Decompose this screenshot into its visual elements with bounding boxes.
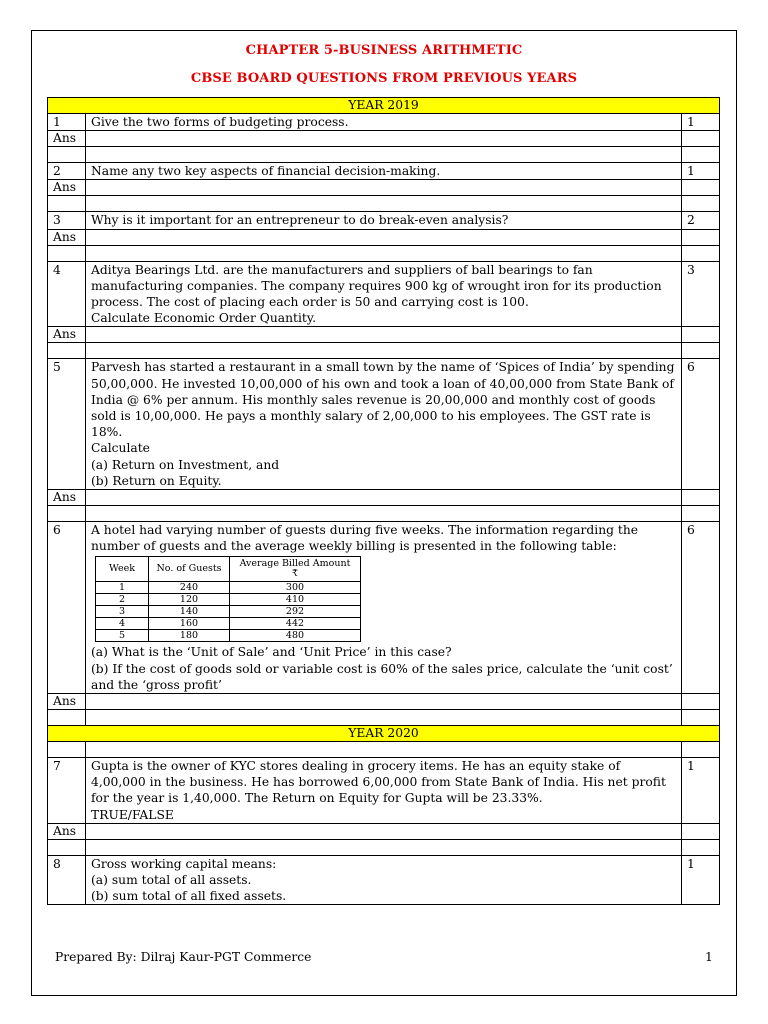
cell-amount: 480 xyxy=(230,630,361,642)
table-row xyxy=(96,630,361,642)
question-text xyxy=(86,522,682,694)
question-instruction: Calculate xyxy=(91,441,150,456)
question-row xyxy=(48,522,720,694)
guest-billing-table xyxy=(95,556,361,642)
cell-guests: 120 xyxy=(149,594,230,606)
question-text: Why is it important for an entrepreneur to do break-even analysis? xyxy=(86,212,682,229)
answer-cell[interactable] xyxy=(86,180,682,196)
question-body: Aditya Bearings Ltd. are the manufacturers and suppliers of ball bearings to fan manufacturing companies. The company requires 900 kg of wrought iron for its production process. The cost of placing each order is 50 and carrying cost is 100. xyxy=(91,262,662,310)
cell-guests: 140 xyxy=(149,606,230,618)
cell-week: 4 xyxy=(96,618,149,630)
question-marks: 1 xyxy=(681,163,719,180)
question-instruction: Calculate Economic Order Quantity. xyxy=(91,311,317,326)
question-number: 6 xyxy=(48,522,86,694)
answer-row xyxy=(48,694,720,710)
question-row xyxy=(48,758,720,824)
sub-question-b: (b) If the cost of goods sold or variable cost is 60% of the sales price, calculate the ‘unit cost’ and the ‘gross profit’ xyxy=(91,661,673,692)
sub-question-b: (b) Return on Equity. xyxy=(91,473,222,488)
answer-cell[interactable] xyxy=(86,490,682,506)
question-row xyxy=(48,261,720,327)
table-header-row xyxy=(96,557,361,582)
question-text xyxy=(86,758,682,824)
question-number: 7 xyxy=(48,758,86,824)
answer-cell[interactable] xyxy=(86,823,682,839)
cell-guests: 160 xyxy=(149,618,230,630)
option-a: (a) sum total of all assets. xyxy=(91,873,252,888)
question-marks: 1 xyxy=(681,114,719,131)
ans-label: Ans xyxy=(48,327,86,343)
section-header-2019 xyxy=(48,98,720,114)
ans-label: Ans xyxy=(48,490,86,506)
cell-week: 5 xyxy=(96,630,149,642)
amount-header-label: Average Billed Amount xyxy=(239,558,351,570)
cell-amount: 292 xyxy=(230,606,361,618)
ans-label: Ans xyxy=(48,694,86,710)
table-row xyxy=(96,594,361,606)
footer-prepared-by: Prepared By: Dilraj Kaur-PGT Commerce xyxy=(55,950,312,964)
answer-cell[interactable] xyxy=(86,229,682,245)
col-header-guests: No. of Guests xyxy=(149,557,230,582)
ans-label: Ans xyxy=(48,180,86,196)
answer-cell[interactable] xyxy=(86,327,682,343)
question-marks: 1 xyxy=(681,758,719,824)
question-marks: 6 xyxy=(681,359,719,490)
answer-cell[interactable] xyxy=(86,131,682,147)
question-marks: 6 xyxy=(681,522,719,694)
page-subtitle: CBSE BOARD QUESTIONS FROM PREVIOUS YEARS xyxy=(190,71,578,86)
answer-options: TRUE/FALSE xyxy=(91,807,174,822)
ans-label: Ans xyxy=(48,229,86,245)
question-body: A hotel had varying number of guests during five weeks. The information regarding the number of guests and the average weekly billing is presented in the following table: xyxy=(91,523,639,554)
answer-cell[interactable] xyxy=(86,694,682,710)
question-row xyxy=(48,212,720,229)
question-row xyxy=(48,114,720,131)
ans-label: Ans xyxy=(48,131,86,147)
answer-row xyxy=(48,823,720,839)
answer-row xyxy=(48,180,720,196)
col-header-amount xyxy=(230,557,361,582)
answer-row xyxy=(48,490,720,506)
question-number: 3 xyxy=(48,212,86,229)
question-body: Gross working capital means: xyxy=(91,856,277,871)
question-row xyxy=(48,359,720,490)
cell-amount: 300 xyxy=(230,582,361,594)
rupee-symbol: ₹ xyxy=(291,568,299,580)
question-marks: 1 xyxy=(681,855,719,905)
cell-week: 3 xyxy=(96,606,149,618)
question-number: 4 xyxy=(48,261,86,327)
question-text xyxy=(86,359,682,490)
page-number: 1 xyxy=(705,950,713,964)
question-text xyxy=(86,855,682,905)
chapter-title: CHAPTER 5-BUSINESS ARITHMETIC xyxy=(245,43,523,58)
question-text xyxy=(86,261,682,327)
table-row xyxy=(96,582,361,594)
question-number: 5 xyxy=(48,359,86,490)
question-text: Name any two key aspects of financial decision-making. xyxy=(86,163,682,180)
sub-question-a: (a) What is the ‘Unit of Sale’ and ‘Unit Price’ in this case? xyxy=(91,645,452,660)
question-body: Parvesh has started a restaurant in a small town by the name of ‘Spices of India’ by spending 50,00,000. He invested 10,00,000 of his own and took a loan of 40,00,000 from State Bank of India @ 6% per annum. His monthly sales revenue is 20,00,000 and monthly cost of goods sold is 10,00,000. He pays a monthly salary of 2,00,000 to his employees. The GST rate is 18%. xyxy=(91,360,675,440)
cell-guests: 180 xyxy=(149,630,230,642)
question-marks: 2 xyxy=(681,212,719,229)
section-header-2020 xyxy=(48,726,720,742)
answer-row xyxy=(48,229,720,245)
question-row xyxy=(48,163,720,180)
table-row xyxy=(96,618,361,630)
question-number: 1 xyxy=(48,114,86,131)
question-marks: 3 xyxy=(681,261,719,327)
year-label: YEAR 2020 xyxy=(48,726,720,742)
question-number: 8 xyxy=(48,855,86,905)
cell-week: 1 xyxy=(96,582,149,594)
question-number: 2 xyxy=(48,163,86,180)
ans-label: Ans xyxy=(48,823,86,839)
option-b: (b) sum total of all fixed assets. xyxy=(91,889,287,904)
question-text: Give the two forms of budgeting process. xyxy=(86,114,682,131)
col-header-week: Week xyxy=(96,557,149,582)
answer-row xyxy=(48,327,720,343)
cell-week: 2 xyxy=(96,594,149,606)
sub-question-a: (a) Return on Investment, and xyxy=(91,457,280,472)
table-row xyxy=(96,606,361,618)
questions-table xyxy=(47,97,720,905)
cell-amount: 410 xyxy=(230,594,361,606)
question-row xyxy=(48,855,720,905)
year-label: YEAR 2019 xyxy=(48,98,720,114)
question-body: Gupta is the owner of KYC stores dealing in grocery items. He has an equity stake of 4,00,000 in the business. He has borrowed 6,00,000 from State Bank of India. His net profit for the year is 1,40,000. The Return on Equity for Gupta will be 23.33%. xyxy=(91,759,666,806)
cell-guests: 240 xyxy=(149,582,230,594)
cell-amount: 442 xyxy=(230,618,361,630)
answer-row xyxy=(48,131,720,147)
